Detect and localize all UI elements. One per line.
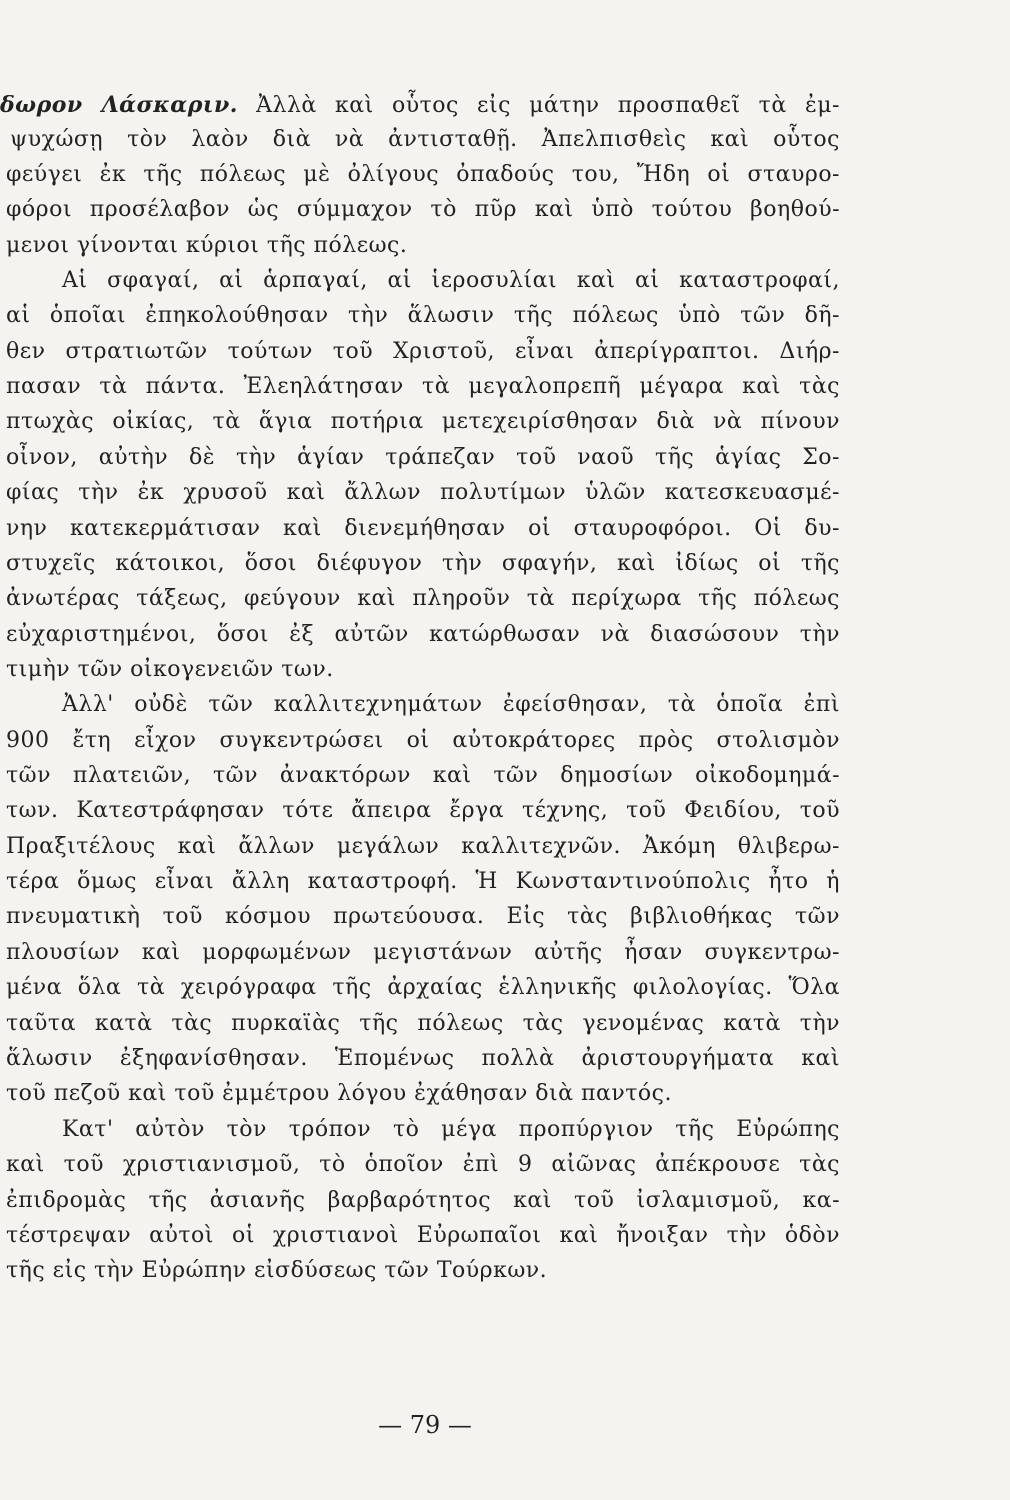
text-line: στυχεῖς κάτοικοι, ὅσοι διέφυγον τὴν σφαγήν, καὶ ἰδίως οἱ τῆς — [6, 551, 840, 576]
text-line: φόροι προσέλαβον ὡς σύμμαχον τὸ πῦρ καὶ ὑπὸ τούτου βοηθού- — [6, 197, 840, 222]
text-line: ἅλωσιν ἐξηφανίσθησαν. Ἑπομένως πολλὰ ἀριστουργήματα καὶ — [6, 1046, 840, 1071]
text-line: ἀνωτέρας τάξεως, φεύγουν καὶ πληροῦν τὰ περίχωρα τῆς πόλεως — [6, 586, 840, 611]
text-line: αἱ ὁποῖαι ἐπηκολούθησαν τὴν ἅλωσιν τῆς πόλεως ὑπὸ τῶν δῆ- — [6, 303, 840, 328]
text-line: τέρα ὅμως εἶναι ἄλλη καταστροφή. Ἡ Κωνσταντινούπολις ἦτο ἡ — [6, 869, 840, 894]
line-rest: Ἀλλὰ καὶ οὗτος εἰς μάτην προσπαθεῖ τὰ ἐμ- — [237, 93, 840, 118]
text-line: πλουσίων καὶ μορφωμένων μεγιστάνων αὐτῆς ἦσαν συγκεντρω- — [6, 940, 840, 965]
text-line: φεύγει ἐκ τῆς πόλεως μὲ ὀλίγους ὀπαδούς του, Ἤδη οἱ σταυρο- — [6, 162, 840, 187]
text-line: τέστρεψαν αὐτοὶ οἱ χριστιανοὶ Εὐρωπαῖοι καὶ ἤνοιξαν τὴν ὁδὸν — [6, 1223, 840, 1248]
text-line: τῆς εἰς τὴν Εὐρώπην εἰσδύσεως τῶν Τούρκων. — [6, 1258, 548, 1283]
text-line: οἶνον, αὐτὴν δὲ τὴν ἁγίαν τράπεζαν τοῦ ναοῦ τῆς ἁγίας Σο- — [6, 445, 840, 470]
text-line: νην κατεκερμάτισαν καὶ διενεμήθησαν οἱ σταυροφόροι. Οἱ δυ- — [6, 516, 840, 541]
text-line — [0, 90, 840, 121]
text-line: Ἀλλ' οὐδὲ τῶν καλλιτεχνημάτων ἐφείσθησαν, τὰ ὁποῖα ἐπὶ — [62, 692, 840, 717]
page-number: — 79 — — [378, 1411, 472, 1439]
text-line: Κατ' αὐτὸν τὸν τρόπον τὸ μέγα προπύργιον τῆς Εὐρώπης — [62, 1117, 840, 1142]
text-line: τοῦ πεζοῦ καὶ τοῦ ἐμμέτρου λόγου ἐχάθησαν διὰ παντός. — [6, 1081, 672, 1106]
text-line: Πραξιτέλους καὶ ἄλλων μεγάλων καλλιτεχνῶν. Ἀκόμη θλιβερω- — [6, 834, 840, 859]
text-line: καὶ τοῦ χριστιανισμοῦ, τὸ ὁποῖον ἐπὶ 9 αἰῶνας ἀπέκρουσε τὰς — [6, 1152, 840, 1177]
text-line: ταῦτα κατὰ τὰς πυρκαϊὰς τῆς πόλεως τὰς γενομένας κατὰ τὴν — [6, 1011, 840, 1036]
text-line: τῶν πλατειῶν, τῶν ἀνακτόρων καὶ τῶν δημοσίων οἰκοδομημά- — [6, 763, 840, 788]
text-line: Αἱ σφαγαί, αἱ ἁρπαγαί, αἱ ἱεροσυλίαι καὶ αἱ καταστροφαί, — [62, 268, 840, 293]
text-line: των. Κατεστράφησαν τότε ἄπειρα ἔργα τέχνης, τοῦ Φειδίου, τοῦ — [6, 798, 840, 823]
text-line: μένα ὅλα τὰ χειρόγραφα τῆς ἀρχαίας ἑλληνικῆς φιλολογίας. Ὅλα — [6, 975, 840, 1000]
text-line: ψυχώσῃ τὸν λαὸν διὰ νὰ ἀντισταθῇ. Ἀπελπισθεὶς καὶ οὗτος — [10, 127, 840, 152]
text-line: πτωχὰς οἰκίας, τὰ ἅγια ποτήρια μετεχειρίσθησαν διὰ νὰ πίνουν — [6, 409, 840, 434]
text-line: ἐπιδρομὰς τῆς ἀσιανῆς βαρβαρότητος καὶ τοῦ ἰσλαμισμοῦ, κα- — [6, 1188, 840, 1213]
text-line: εὐχαριστημένοι, ὅσοι ἐξ αὐτῶν κατώρθωσαν νὰ διασώσουν τὴν — [6, 622, 840, 647]
text-line: θεν στρατιωτῶν τούτων τοῦ Χριστοῦ, εἶναι ἀπερίγραπτοι. Διήρ- — [6, 339, 840, 364]
text-line: 900 ἔτη εἶχον συγκεντρώσει οἱ αὐτοκράτορες πρὸς στολισμὸν — [6, 728, 840, 753]
text-line: τιμὴν τῶν οἰκογενειῶν των. — [6, 657, 334, 682]
text-line: πασαν τὰ πάντα. Ἐλεηλάτησαν τὰ μεγαλοπρεπῆ μέγαρα καὶ τὰς — [6, 374, 840, 399]
text-line: πνευματικὴ τοῦ κόσμου πρωτεύουσα. Εἰς τὰς βιβλιοθήκας τῶν — [6, 904, 840, 929]
emphasized-name: δωρον Λάσκαριν. — [0, 92, 238, 118]
text-line: φίας τὴν ἐκ χρυσοῦ καὶ ἄλλων πολυτίμων ὑλῶν κατεσκευασμέ- — [6, 480, 840, 505]
text-line: μενοι γίνονται κύριοι τῆς πόλεως. — [6, 233, 408, 258]
